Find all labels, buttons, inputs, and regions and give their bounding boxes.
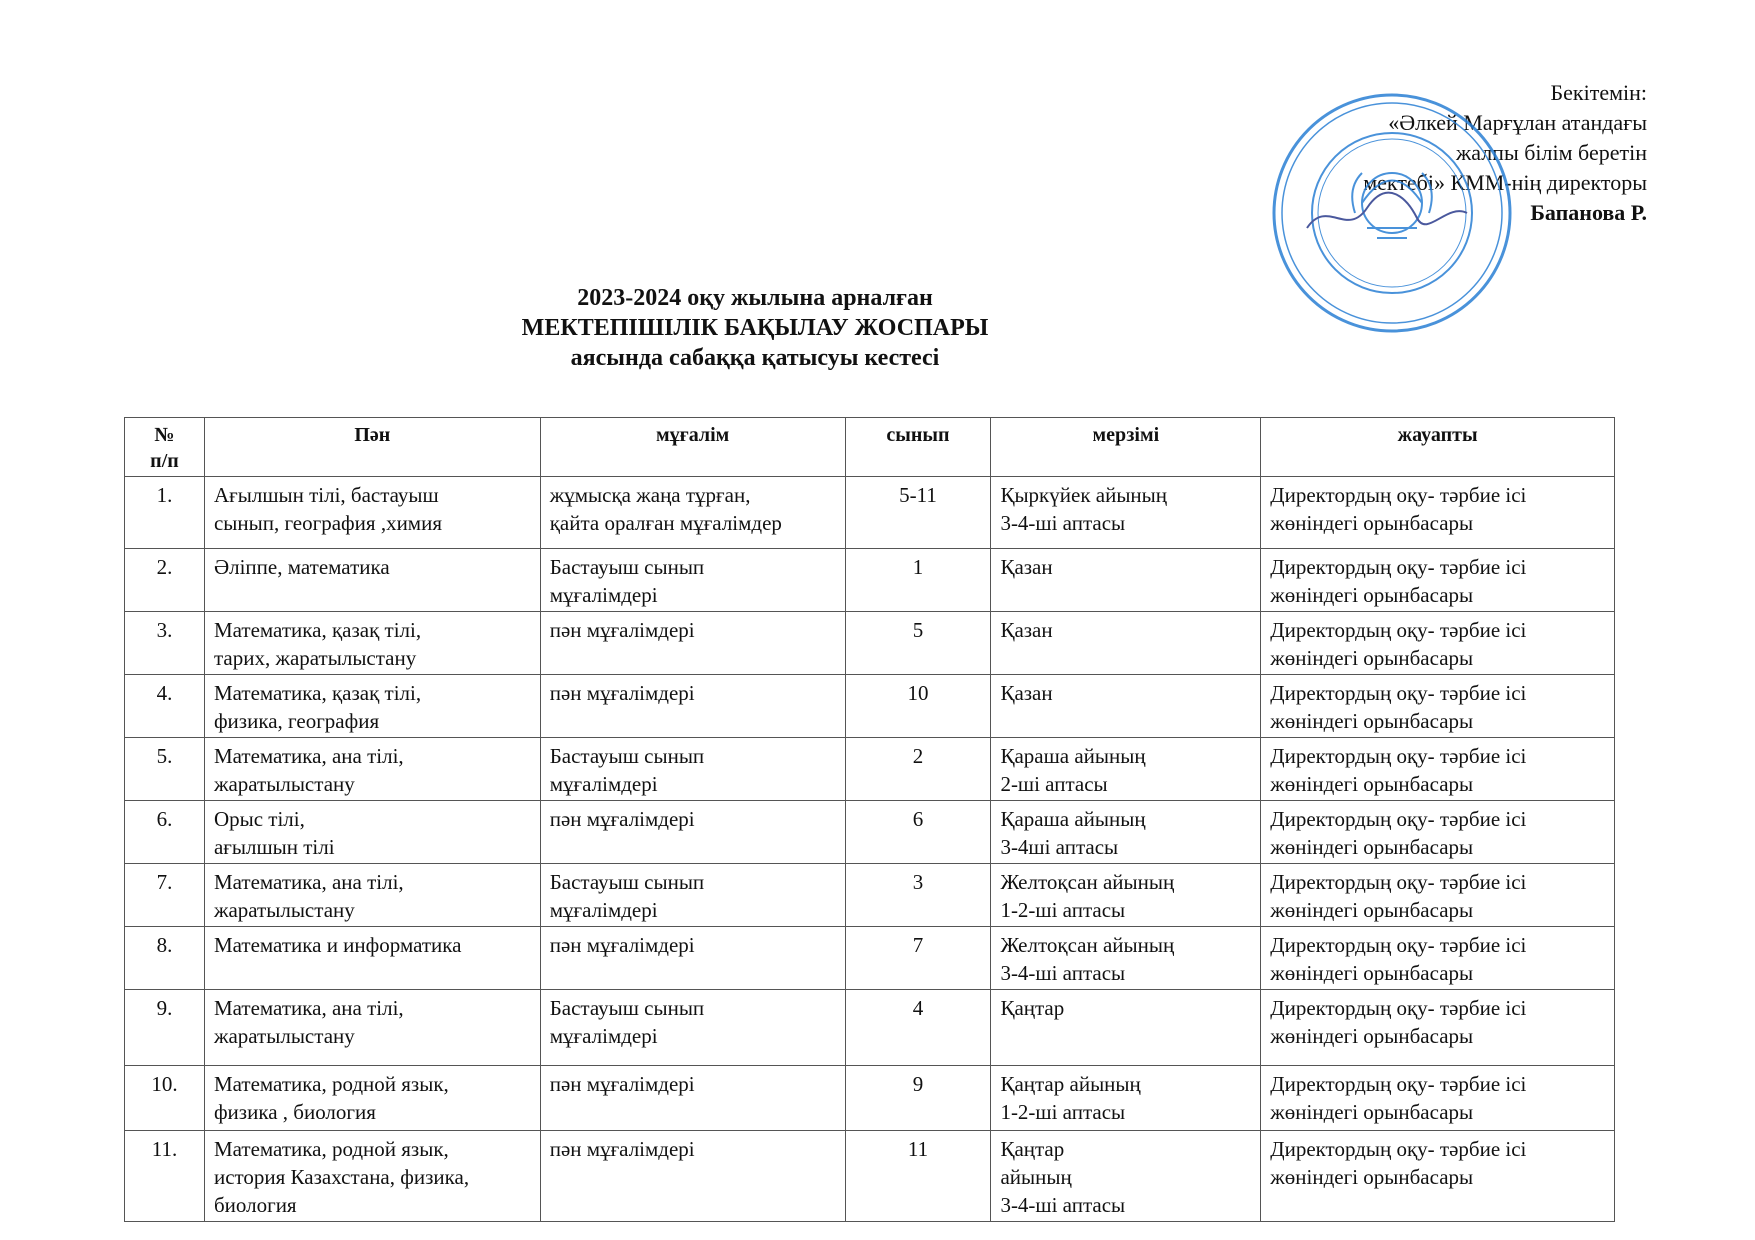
title-line-year: 2023-2024 оқу жылына арналған [577,285,933,311]
grade-cell: 4 [845,990,991,1066]
period-cell: Қазан [991,549,1261,612]
period-cell: Желтоқсан айының 3-4-ші аптасы [991,927,1261,990]
period-cell: Қаңтар айының 1-2-ші аптасы [991,1066,1261,1131]
responsible-cell: Директордың оқу- тәрбие ісі жөніндегі орынбасары [1261,1066,1615,1131]
period-cell: Қараша айының 2-ші аптасы [991,738,1261,801]
row-number: 3. [125,612,205,675]
responsible-cell: Директордың оқу- тәрбие ісі жөніндегі орынбасары [1261,864,1615,927]
table-row [125,990,1615,1066]
row-number: 10. [125,1066,205,1131]
teacher-cell: пән мұғалімдері [540,1131,845,1222]
row-number: 8. [125,927,205,990]
responsible-cell: Директордың оқу- тәрбие ісі жөніндегі орынбасары [1261,801,1615,864]
row-number: 11. [125,1131,205,1222]
approval-line: «Әлкей Марғұлан атандағы [1388,110,1647,135]
row-number: 7. [125,864,205,927]
table-header-row [125,418,1615,477]
responsible-cell: Директордың оқу- тәрбие ісі жөніндегі орынбасары [1261,675,1615,738]
grade-cell: 5-11 [845,477,991,549]
table-row [125,612,1615,675]
period-cell: Қараша айының 3-4ші аптасы [991,801,1261,864]
row-number: 1. [125,477,205,549]
teacher-cell: жұмысқа жаңа тұрған, қайта оралған мұғалімдер [540,477,845,549]
subject-cell: Ағылшын тілі, бастауыш сынып, география ,химия [204,477,540,549]
title-line-subtitle: аясында сабаққа қатысуы кестесі [570,345,940,371]
teacher-cell: пән мұғалімдері [540,675,845,738]
period-cell: Қазан [991,612,1261,675]
responsible-cell: Директордың оқу- тәрбие ісі жөніндегі орынбасары [1261,990,1615,1066]
column-header-subject: Пән [204,418,540,477]
column-header-period: мерзімі [991,418,1261,477]
table-row [125,675,1615,738]
table-row [125,864,1615,927]
column-header-grade: сынып [845,418,991,477]
row-number: 5. [125,738,205,801]
period-cell: Қаңтар [991,990,1261,1066]
period-cell: Қазан [991,675,1261,738]
grade-cell: 5 [845,612,991,675]
row-number: 2. [125,549,205,612]
approval-line: жалпы білім беретін [1456,140,1647,165]
column-header-number: № п/п [125,418,205,477]
period-cell: Қаңтар айының 3-4-ші аптасы [991,1131,1261,1222]
row-number: 4. [125,675,205,738]
table-row [125,1131,1615,1222]
teacher-cell: пән мұғалімдері [540,927,845,990]
grade-cell: 11 [845,1131,991,1222]
teacher-cell: пән мұғалімдері [540,612,845,675]
column-header-responsible: жауапты [1261,418,1615,477]
teacher-cell: Бастауыш сынып мұғалімдері [540,990,845,1066]
table-row [125,549,1615,612]
grade-cell: 2 [845,738,991,801]
table-row [125,801,1615,864]
grade-cell: 3 [845,864,991,927]
responsible-cell: Директордың оқу- тәрбие ісі жөніндегі орынбасары [1261,738,1615,801]
teacher-cell: Бастауыш сынып мұғалімдері [540,864,845,927]
responsible-cell: Директордың оқу- тәрбие ісі жөніндегі орынбасары [1261,612,1615,675]
subject-cell: Математика, қазақ тілі, тарих, жаратылыстану [204,612,540,675]
grade-cell: 6 [845,801,991,864]
title-line-plan: МЕКТЕПІШІЛІК БАҚЫЛАУ ЖОСПАРЫ [521,315,989,341]
period-cell: Қыркүйек айының 3-4-ші аптасы [991,477,1261,549]
teacher-cell: Бастауыш сынып мұғалімдері [540,738,845,801]
grade-cell: 10 [845,675,991,738]
teacher-cell: Бастауыш сынып мұғалімдері [540,549,845,612]
row-number: 9. [125,990,205,1066]
approval-line: Бекітемін: [1550,80,1647,105]
responsible-cell: Директордың оқу- тәрбие ісі жөніндегі орынбасары [1261,927,1615,990]
subject-cell: Әліппе, математика [204,549,540,612]
approval-line: мектебі» КММ-нің директоры [1363,170,1647,195]
teacher-cell: пән мұғалімдері [540,801,845,864]
row-number: 6. [125,801,205,864]
subject-cell: Математика, қазақ тілі, физика, география [204,675,540,738]
responsible-cell: Директордың оқу- тәрбие ісі жөніндегі орынбасары [1261,1131,1615,1222]
subject-cell: Математика, ана тілі, жаратылыстану [204,738,540,801]
period-cell: Желтоқсан айының 1-2-ші аптасы [991,864,1261,927]
subject-cell: Математика, ана тілі, жаратылыстану [204,990,540,1066]
grade-cell: 1 [845,549,991,612]
subject-cell: Математика, ана тілі, жаратылыстану [204,864,540,927]
table-row [125,477,1615,549]
table-row [125,738,1615,801]
document-title [0,283,1510,373]
subject-cell: Математика и информатика [204,927,540,990]
subject-cell: Математика, родной язык, история Казахстана, физика, биология [204,1131,540,1222]
grade-cell: 7 [845,927,991,990]
subject-cell: Математика, родной язык, физика , биология [204,1066,540,1131]
table-row [125,1066,1615,1131]
director-name: Бапанова Р. [1530,200,1647,225]
teacher-cell: пән мұғалімдері [540,1066,845,1131]
responsible-cell: Директордың оқу- тәрбие ісі жөніндегі орынбасары [1261,477,1615,549]
schedule-table [124,417,1615,1222]
responsible-cell: Директордың оқу- тәрбие ісі жөніндегі орынбасары [1261,549,1615,612]
grade-cell: 9 [845,1066,991,1131]
table-row [125,927,1615,990]
column-header-teacher: мұғалім [540,418,845,477]
subject-cell: Орыс тілі, ағылшын тілі [204,801,540,864]
